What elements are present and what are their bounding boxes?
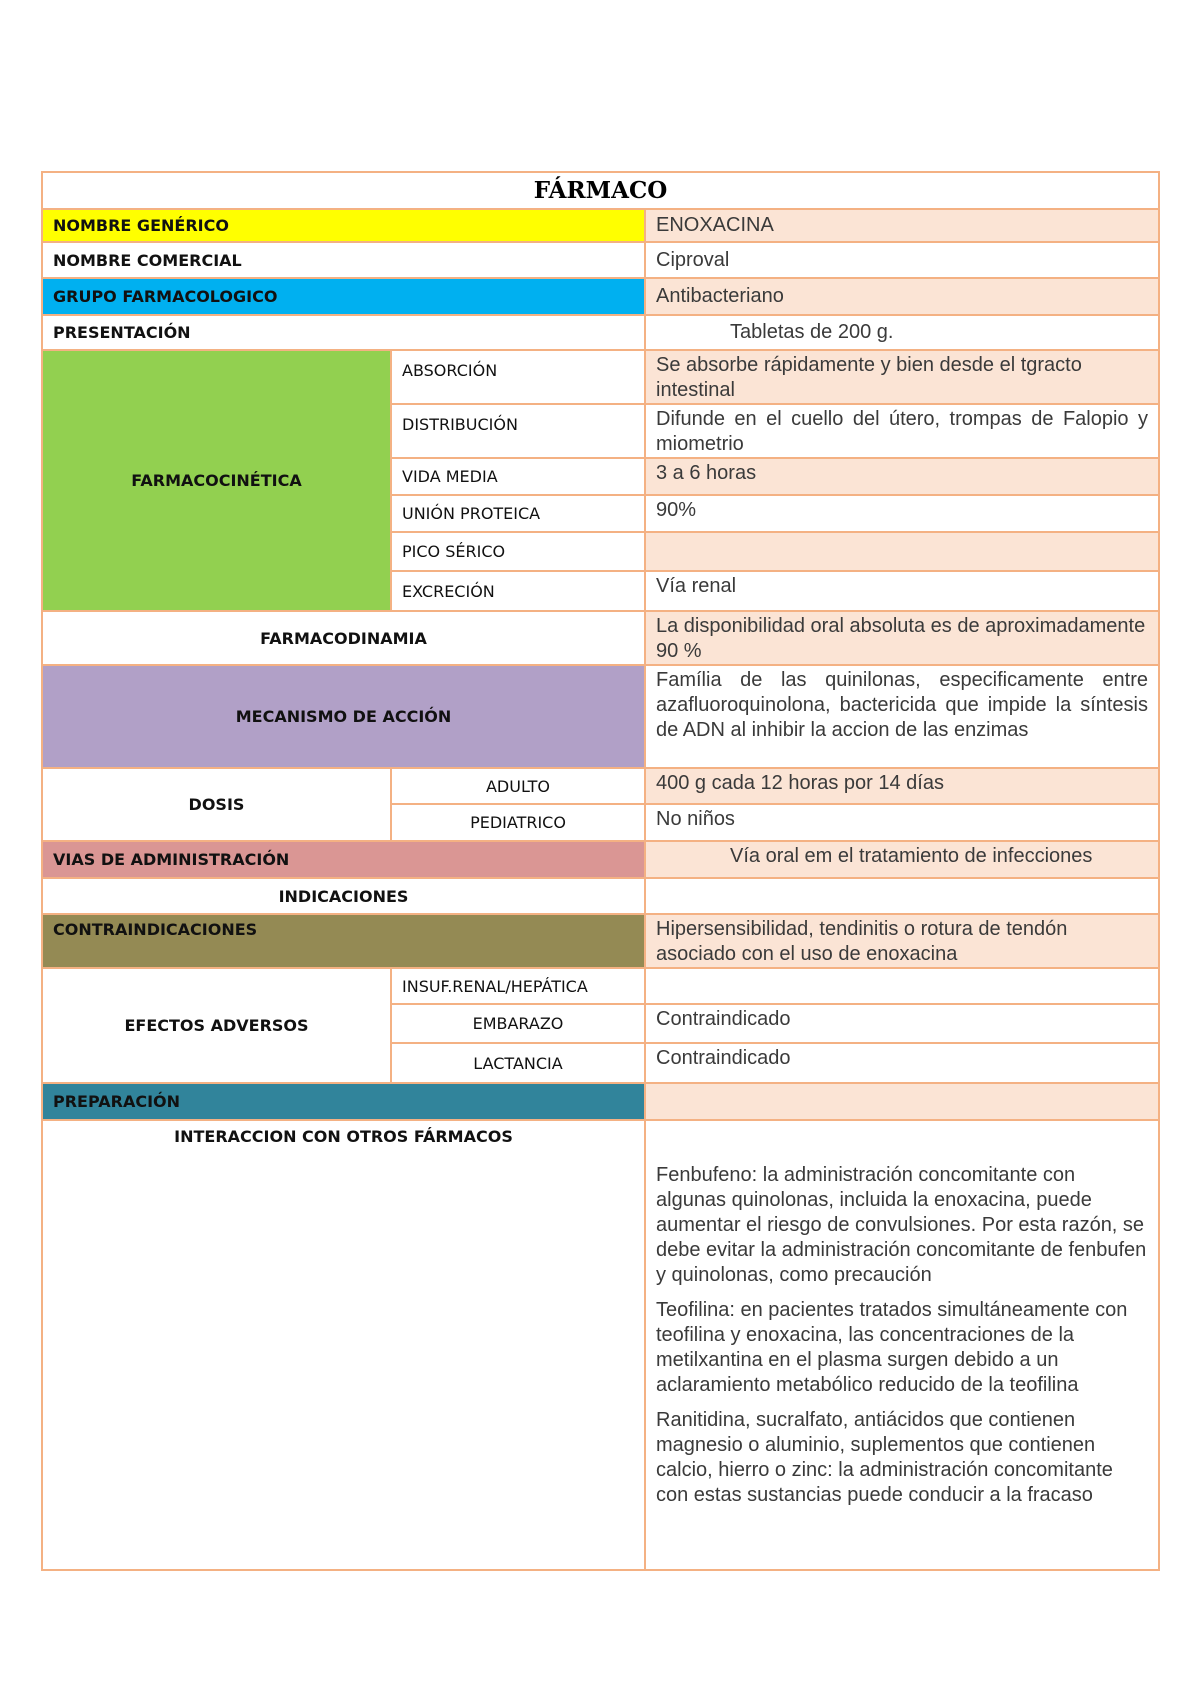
contraindicaciones-value: Hipersensibilidad, tendinitis o rotura de tendón asociado con el uso de enoxacina — [645, 914, 1159, 968]
indicaciones-value — [645, 878, 1159, 914]
pediatrico-value: No niños — [645, 804, 1159, 841]
grupo-value: Antibacteriano — [645, 278, 1159, 315]
vias-value: Vía oral em el tratamiento de infecciones — [645, 841, 1159, 878]
vias-label: VIAS DE ADMINISTRACIÓN — [42, 841, 645, 878]
table-title: FÁRMACO — [42, 172, 1159, 209]
nombre-comercial-label: NOMBRE COMERCIAL — [42, 242, 645, 278]
lactancia-label: LACTANCIA — [391, 1043, 645, 1083]
drug-table — [41, 171, 1160, 1571]
pediatrico-label: PEDIATRICO — [391, 804, 645, 841]
interaccion-paragraph: Teofilina: en pacientes tratados simultáneamente con teofilina y enoxacina, las concentraciones de la metilxantina en el plasma surgen debido a un aclaramiento metabólico reducido de la teofilina — [656, 1299, 1128, 1396]
absorcion-value: Se absorbe rápidamente y bien desde el tgracto intestinal — [645, 350, 1159, 404]
preparacion-label: PREPARACIÓN — [42, 1083, 645, 1120]
union-proteica-value: 90% — [645, 495, 1159, 532]
grupo-label: GRUPO FARMACOLOGICO — [42, 278, 645, 315]
efectos-adversos-label: EFECTOS ADVERSOS — [42, 968, 391, 1083]
vida-media-label: VIDA MEDIA — [391, 458, 645, 495]
farmacocinetica-label: FARMACOCINÉTICA — [42, 350, 391, 611]
nombre-comercial-value: Ciproval — [645, 242, 1159, 278]
mecanismo-label: MECANISMO DE ACCIÓN — [42, 665, 645, 768]
embarazo-value: Contraindicado — [645, 1004, 1159, 1043]
nombre-generico-value: ENOXACINA — [645, 209, 1159, 242]
pico-serico-label: PICO SÉRICO — [391, 532, 645, 571]
insuf-label: INSUF.RENAL/HEPÁTICA — [391, 968, 645, 1004]
excrecion-label: EXCRECIÓN — [391, 571, 645, 611]
contraindicaciones-label: CONTRAINDICACIONES — [42, 914, 645, 968]
interaccion-paragraph: Ranitidina, sucralfato, antiácidos que contienen magnesio o aluminio, suplementos que contienen calcio, hierro o zinc: la administración concomitante con estas sustancias puede conducir a la fracaso — [656, 1409, 1113, 1506]
mecanismo-value: Família de las quinilonas, especificamente entre azafluoroquinolona, bactericida que impide la síntesis de ADN al inhibir la accion de las enzimas — [645, 665, 1159, 768]
pico-serico-value — [645, 532, 1159, 571]
excrecion-value: Vía renal — [645, 571, 1159, 611]
vida-media-value: 3 a 6 horas — [645, 458, 1159, 495]
presentacion-value: Tabletas de 200 g. — [645, 315, 1159, 350]
interaccion-paragraph: Fenbufeno: la administración concomitante con algunas quinolonas, incluida la enoxacina, puede aumentar el riesgo de convulsiones. Por esta razón, se debe evitar la administración concomitante de fenbufen y quinolonas, como precaución — [656, 1164, 1147, 1286]
farmacodinamia-label: FARMACODINAMIA — [42, 611, 645, 665]
interaccion-value — [645, 1120, 1159, 1570]
interaccion-label: INTERACCION CON OTROS FÁRMACOS — [42, 1120, 645, 1570]
adulto-value: 400 g cada 12 horas por 14 días — [645, 768, 1159, 804]
distribucion-label: DISTRIBUCIÓN — [391, 404, 645, 458]
embarazo-label: EMBARAZO — [391, 1004, 645, 1043]
absorcion-label: ABSORCIÓN — [391, 350, 645, 404]
union-proteica-label: UNIÓN PROTEICA — [391, 495, 645, 532]
farmacodinamia-value: La disponibilidad oral absoluta es de aproximadamente 90 % — [645, 611, 1159, 665]
distribucion-value: Difunde en el cuello del útero, trompas de Falopio y miometrio — [645, 404, 1159, 458]
insuf-value — [645, 968, 1159, 1004]
dosis-label: DOSIS — [42, 768, 391, 841]
lactancia-value: Contraindicado — [645, 1043, 1159, 1083]
presentacion-label: PRESENTACIÓN — [42, 315, 645, 350]
indicaciones-label: INDICACIONES — [42, 878, 645, 914]
adulto-label: ADULTO — [391, 768, 645, 804]
nombre-generico-label: NOMBRE GENÉRICO — [42, 209, 645, 242]
preparacion-value — [645, 1083, 1159, 1120]
